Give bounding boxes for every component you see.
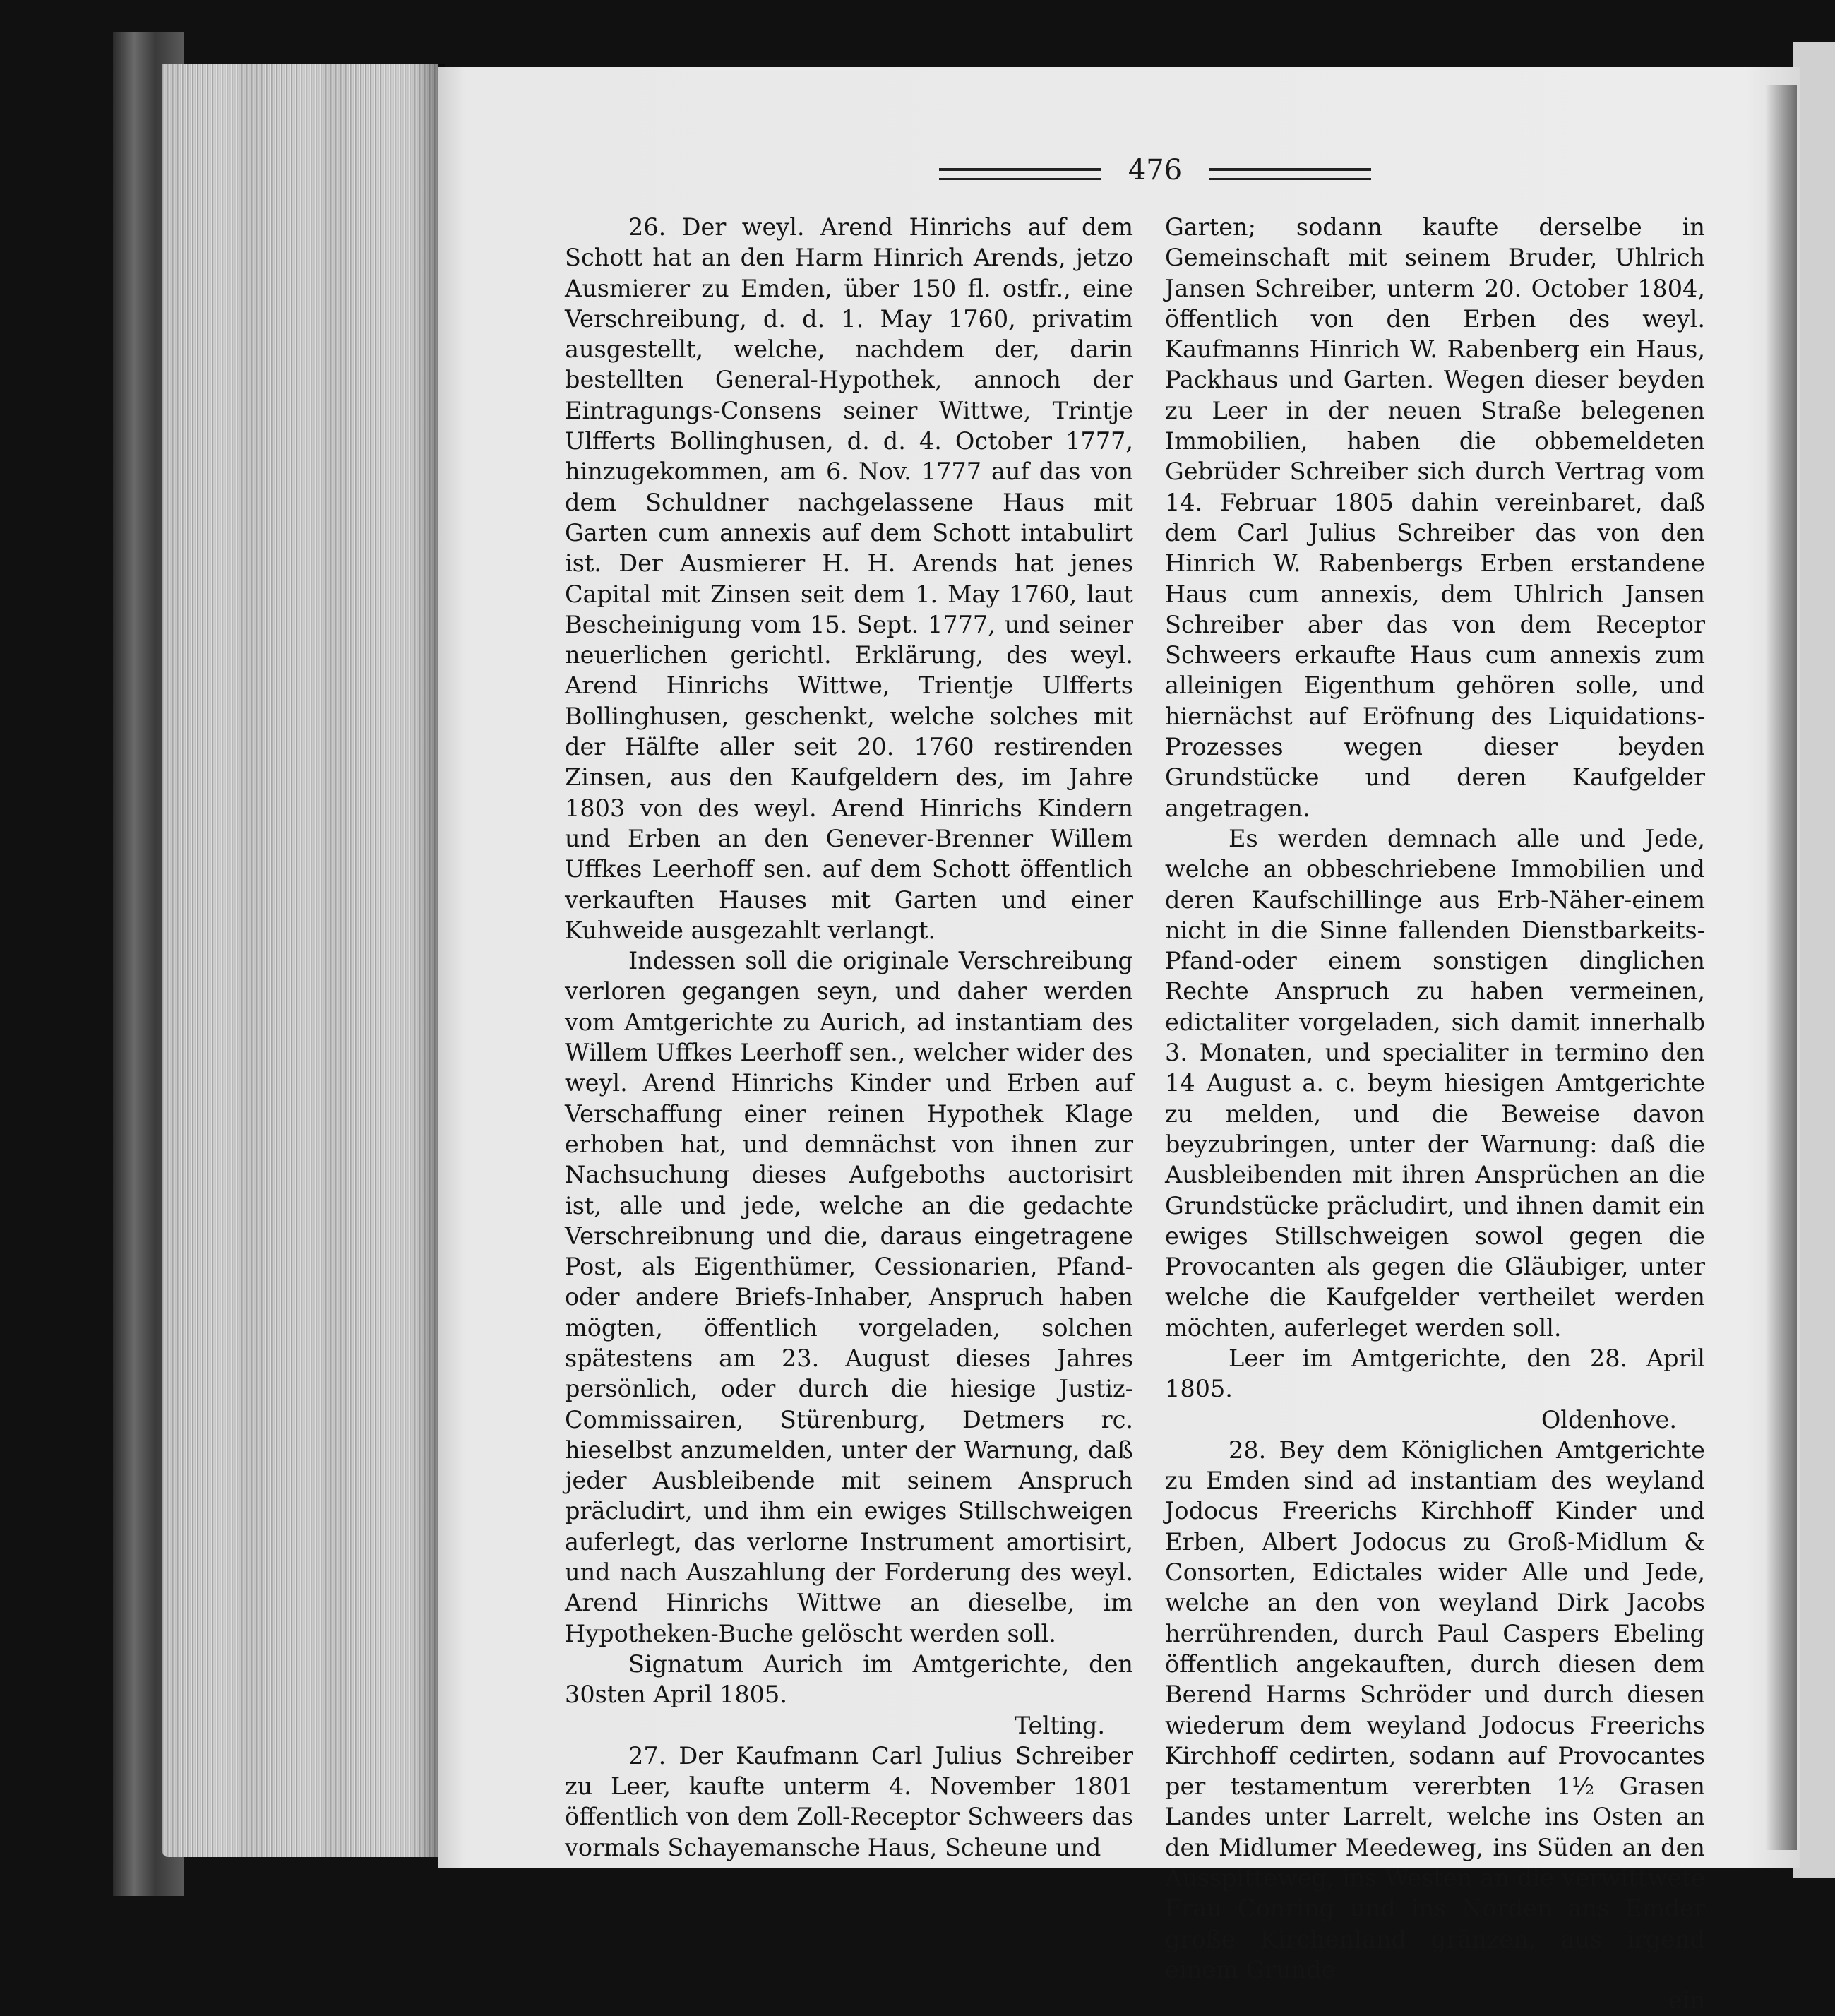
header-rule-left	[939, 168, 1101, 180]
paragraph-text: Garten; sodann kaufte derselbe in Gemeinschaft mit seinem Bruder, Uhlrich Jansen Schreiber, unterm 20. October 1804, öffentlich von den Erben des weyl. Kaufmanns Hinrich W. Rabenberg ein Haus, Packhaus und Garten. Wegen dieser beyden zu Leer in der neuen Straße belegenen Immobilien, haben die obbemeldeten Gebrüder Schreiber sich durch Vertrag vom 14. Februar 1805 dahin vereinbaret, daß dem Carl Julius Schreiber das von den Hinrich W. Rabenbergs Erben erstandene Haus cum annexis, dem Uhlrich Jansen Schreiber aber das von dem Receptor Schweers erkaufte Haus cum annexis zum alleinigen Eigenthum gehören solle, und hiernächst auf Eröfnung des Liquidations-Prozesses wegen dieser beyden Grundstücke und deren Kaufgelder angetragen.	[1165, 213, 1705, 822]
paragraph-text: Indessen soll die originale Verschreibung verloren gegangen seyn, und daher werden vom Amtgerichte zu Aurich, ad instantiam des Willem Uffkes Leerhoff sen., welcher wider des weyl. Arend Hinrichs Kinder und Erben auf Verschaffung einer reinen Hypothek Klage erhoben hat, und demnächst von ihnen zur Nachsuchung dieses Aufgeboths auctorisirt ist, alle und jede, welche an die gedachte Verschreibnung und die, daraus eingetragene Post, als Eigenthümer, Cessionarien, Pfand- oder andere Briefs-Inhaber, Anspruch haben mögten, öffentlich vorgeladen, solchen spätestens am 23. August dieses Jahres persönlich, oder durch die hiesige Justiz-Commissairen, Stürenburg, Detmers rc. hieselbst anzumelden, unter der Warnung, daß jeder Ausbleibende mit seinem Anspruch präcludirt, und ihm ein ewiges Stillschweigen auferlegt, das verlorne Instrument amortisirt, und nach Auszahlung der Forderung des weyl. Arend Hinrichs Wittwe an dieselbe, im Hypotheken-Buche gelöscht werden soll.	[565, 947, 1133, 1647]
running-header	[939, 154, 1377, 189]
header-rule-right	[1209, 168, 1371, 180]
paragraph-p26	[565, 212, 1133, 946]
signature-name: Telting.	[1014, 1711, 1105, 1739]
paragraph-text: 28. Bey dem Königlichen Amtgerichte zu Emden sind ad instantiam des weyland Jodocus Freerichs Kirchhoff Kinder und Erben, Albert Jodocus zu Groß-Midlum & Consorten, Edictales wider Alle und Jede, welche an den von weyland Dirk Jacobs herrührenden, durch Paul Caspers Ebeling öffentlich angekauften, durch diesen dem Berend Harms Schröder und durch diesen wiederum dem weyland Jodocus Freerichs Kirchhoff cedirten, sodann auf Provocantes per testamentum vererbten 1½ Grasen Landes unter Larrelt, welche ins Osten an den Midlumer Meedeweg, ins Süden an den Ausspitteweg, ins Westen an die verwittwete Frau Conring und ins Norden ans Emder große Kirchenland gränzen, aus irgend einem Grunde	[1165, 1436, 1705, 1984]
page-edges	[162, 64, 438, 1857]
paragraph-text: 26. Der weyl. Arend Hinrichs auf dem Schott hat an den Harm Hinrich Arends, jetzo Ausmierer zu Emden, über 150 fl. ostfr., eine Verschreibung, d. d. 1. May 1760, privatim ausgestellt, welche, nachdem der, darin bestellten General-Hypothek, annoch der Eintragungs-Consens seiner Wittwe, Trintje Ulfferts Bollinghusen, d. d. 4. October 1777, hinzugekommen, am 6. Nov. 1777 auf das von dem Schuldner nachgelassene Haus mit Garten cum annexis auf dem Schott intabulirt ist. Der Ausmierer H. H. Arends hat jenes Capital mit Zinsen seit dem 1. May 1760, laut Bescheinigung vom 15. Sept. 1777, und seiner neuerlichen gerichtl. Erklärung, des weyl. Arend Hinrichs Wittwe, Trientje Ulfferts Bollinghusen, geschenkt, welche solches mit der Hälfte aller seit 20. 1760 restirenden Zinsen, aus den Kaufgeldern des, im Jahre 1803 von des weyl. Arend Hinrichs Kindern und Erben an den Genever-Brenner Willem Uffkes Leerhoff sen. auf dem Schott öffentlich verkauften Hauses mit Garten und einer Kuhweide ausgezahlt verlangt.	[565, 213, 1133, 944]
paragraph-sig27	[1165, 1343, 1705, 1404]
paragraph-text: Signatum Aurich im Amtgerichte, den 30sten April 1805.	[565, 1650, 1133, 1709]
right-column	[1165, 212, 1705, 2016]
paragraph-text: ein	[1668, 1986, 1705, 2015]
signature-name: Oldenhove.	[1541, 1405, 1677, 1433]
paragraph-text: Es werden demnach alle und Jede, welche an obbeschriebene Immobilien und deren Kaufschillinge aus Erb-Näher-einem nicht in die Sinne fallenden Dienstbarkeits-Pfand-oder einem sonstigen dinglichen Rechte Anspruch zu haben vermeinen, edictaliter vorgeladen, sich damit innerhalb 3. Monaten, und specialiter in termino den 14 August a. c. beym hiesigen Amtgerichte zu melden, und die Beweise davon beyzubringen, unter der Warnung: daß die Ausbleibenden mit ihren Ansprüchen an die Grundstücke präcludirt, und ihnen damit ein ewiges Stillschweigen sowol gegen die Provocanten als gegen die Gläubiger, unter welche die Kaufgelder vertheilet werden möchten, auferleget werden soll.	[1165, 824, 1705, 1342]
paragraph-p27	[565, 1741, 1133, 1863]
paragraph-p28	[1165, 1435, 1705, 1985]
gutter-shadow	[1765, 85, 1797, 1850]
paragraph-catch	[1165, 1985, 1705, 2015]
paragraph-p26b	[565, 946, 1133, 1649]
paragraph-text: Leer im Amtgerichte, den 28. April 1805.	[1165, 1344, 1705, 1403]
paragraph-text: 27. Der Kaufmann Carl Julius Schreiber zu Leer, kaufte unterm 4. November 1801 öffentlich von dem Zoll-Receptor Schweers das vormals Schayemansche Haus, Scheune und	[565, 1741, 1133, 1861]
paragraph-p27b	[1165, 212, 1705, 823]
paragraph-sig26	[565, 1649, 1133, 1710]
page-number: 476	[1128, 154, 1183, 186]
left-column	[565, 212, 1133, 1863]
paragraph-p27c	[1165, 823, 1705, 1343]
